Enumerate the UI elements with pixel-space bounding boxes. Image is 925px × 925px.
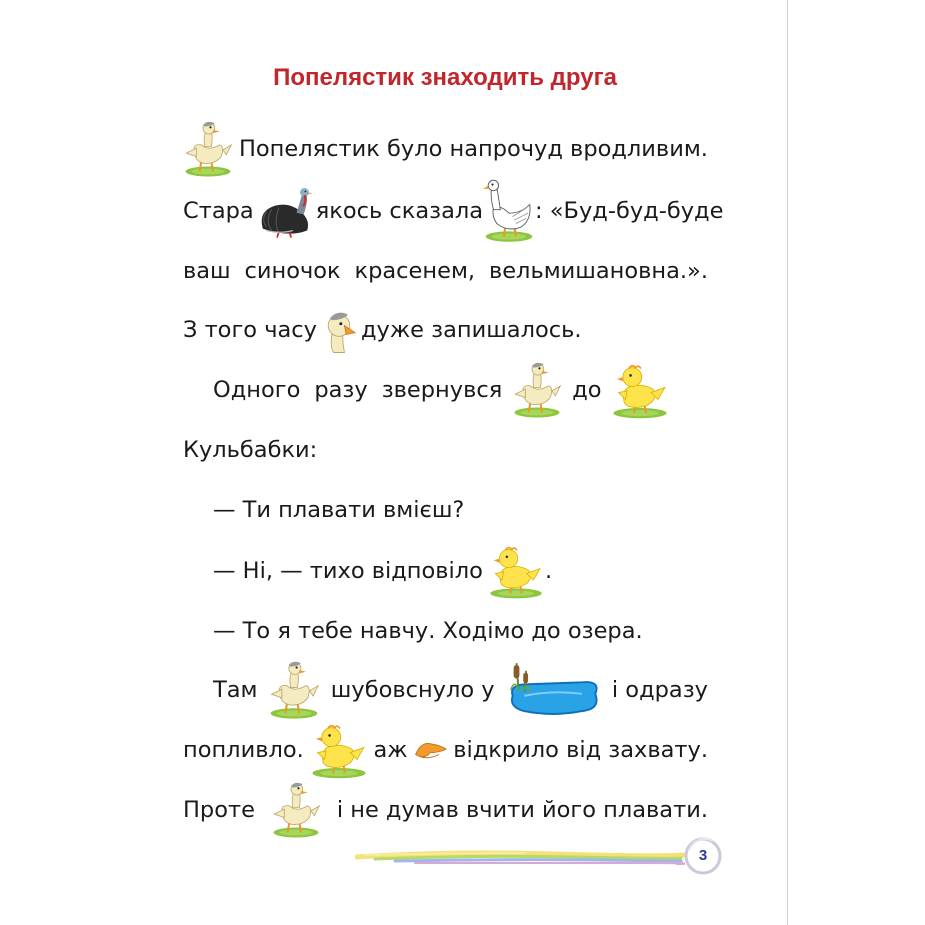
- text-line-1: [183, 121, 708, 177]
- text-line-3: [183, 243, 708, 299]
- page-title: Попелястик знаходить друга: [273, 64, 617, 91]
- text-fragment: до: [572, 377, 602, 403]
- text-fragment: : «Буд-буд-буде: [535, 198, 724, 224]
- duckling-icon: [309, 719, 369, 781]
- goose-icon: [483, 178, 535, 244]
- text-fragment: Там: [213, 677, 258, 703]
- text-line-12: [183, 782, 708, 838]
- text-fragment: аж: [373, 737, 408, 763]
- text-fragment: З того часу: [183, 317, 317, 343]
- gosling-icon: [268, 658, 320, 722]
- text-fragment: якось сказала: [315, 198, 484, 224]
- text-fragment: звернувся: [381, 377, 503, 403]
- duckling-icon: [487, 541, 545, 601]
- text-fragment: .: [544, 558, 553, 584]
- page-number: 3: [698, 847, 708, 864]
- text-fragment: попливло.: [183, 737, 304, 763]
- text-fragment: красенем,: [354, 258, 476, 284]
- text-line-9: [183, 603, 708, 659]
- text-line-6: [183, 422, 708, 478]
- text-fragment: дуже запишалось.: [360, 317, 582, 343]
- pond-icon: [505, 661, 601, 719]
- brush-stroke-decoration: [355, 845, 685, 869]
- text-line-8: [183, 543, 708, 599]
- text-fragment: Проте: [183, 797, 255, 823]
- text-fragment: Попелястик було напрочуд вродливим.: [239, 136, 708, 162]
- duck-beak-icon: [412, 736, 448, 764]
- text-fragment: ваш: [183, 258, 231, 284]
- text-line-7: [183, 482, 708, 538]
- text-fragment: — Ні, — тихо відповіло: [213, 558, 483, 584]
- page-edge-divider: [787, 0, 788, 925]
- gosling-icon: [271, 778, 321, 842]
- text-fragment: разу: [314, 377, 368, 403]
- text-fragment: Одного: [213, 377, 301, 403]
- text-fragment: і одразу: [611, 677, 708, 703]
- text-line-2: [183, 183, 724, 239]
- text-fragment: Кульбабки:: [183, 437, 318, 463]
- text-fragment: вельмишановна.».: [488, 258, 708, 284]
- turkey-icon: [254, 184, 316, 238]
- text-fragment: і не думав вчити його плавати.: [336, 797, 708, 823]
- duckling-icon: [610, 359, 670, 421]
- text-line-11: [183, 722, 708, 778]
- text-line-5: [183, 362, 708, 418]
- text-fragment: — Ти плавати вмієш?: [213, 497, 465, 523]
- text-fragment: відкрило від захвату.: [453, 737, 708, 763]
- text-fragment: синочок: [244, 258, 341, 284]
- gosling-head-icon: [321, 307, 357, 353]
- text-line-4: [183, 302, 708, 358]
- text-fragment: — То я тебе навчу. Ходімо до озера.: [213, 618, 643, 644]
- text-line-10: [183, 662, 708, 718]
- gosling-icon: [183, 118, 233, 180]
- text-fragment: шубовснуло у: [330, 677, 495, 703]
- text-fragment: Стара: [183, 198, 254, 224]
- gosling-icon: [512, 358, 562, 422]
